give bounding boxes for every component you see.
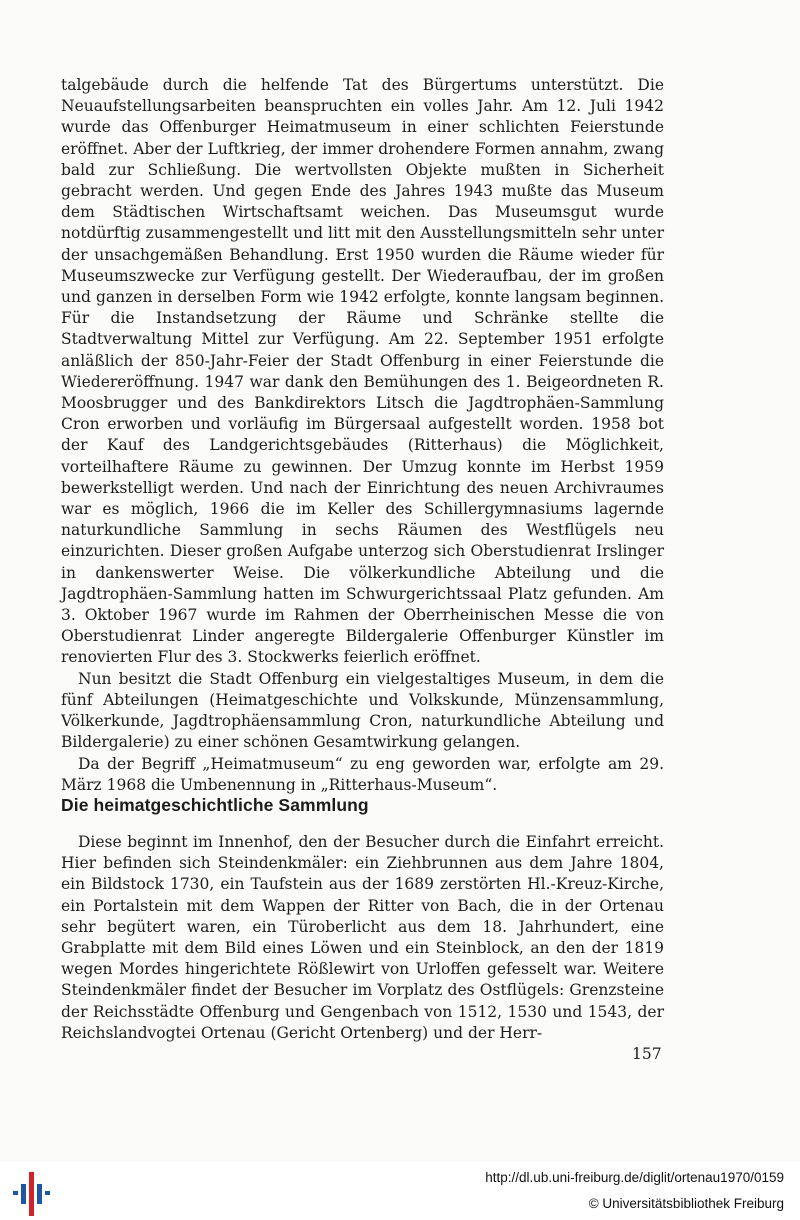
paragraph: talgebäude durch die helfende Tat des Bürgertums unterstützt. Die Neuaufstellungsarbeiten beanspruchten ein volles Jahr. Am 12. Juli 1942 wurde das Offenburger Heimatmuseum in einer schlichten Feierstunde eröffnet. Aber der Luftkrieg, der immer drohendere Formen annahm, zwang bald zur Schließung. Die wertvollsten Objekte mußten in Sicherheit gebracht werden. Und gegen Ende des Jahres 1943 mußte das Museum dem Städtischen Wirtschaftsamt weichen. Das Museumsgut wurde notdürftig zusammengestellt und litt mit den Ausstellungsmitteln sehr unter der unsachgemäßen Behandlung. Erst 1950 wurden die Räume wieder für Museumszwecke zur Verfügung gestellt. Der Wiederaufbau, der im großen und ganzen in derselben Form wie 1942 erfolgte, konnte langsam beginnen. Für die Instandsetzung der Räume und Schränke stellte die Stadtverwaltung Mittel zur Verfügung. Am 22. September 1951 erfolgte anläßlich der 850-Jahr-Feier der Stadt Offenburg in einer Feierstunde die Wiedereröffnung. 1947 war dank den Bemühungen des 1. Beigeordneten R. Moosbrugger und des Bankdirektors Litsch die Jagdtrophäen-Sammlung Cron erworben und vorläufig im Bürgersaal aufgestellt worden. 1958 bot der Kauf des Landgerichtsgebäudes (Ritterhaus) die Möglichkeit, vorteilhaftere Räume zu gewinnen. Der Umzug konnte im Herbst 1959 bewerkstelligt werden. Und nach der Einrichtung des neuen Archivraumes war es möglich, 1966 die im Keller des Schillergymnasiums lagernde naturkundliche Sammlung in sechs Räumen des Westflügels neu einzurichten. Dieser großen Aufgabe unterzog sich Oberstudienrat Irslinger in dankenswerter Weise. Die völkerkundliche Abteilung und die Jagdtrophäen-Sammlung hatten im Schwurgerichtssaal Platz gefunden. Am 3. Oktober 1967 wurde im Rahmen der Oberrheinischen Messe die von Oberstudienrat Linder angeregte Bildergalerie Offenburger Künstler im renovierten Flur des 3. Stockwerks feierlich eröffnet. <box>61 76 664 667</box>
paragraph: Diese beginnt im Innenhof, den der Besucher durch die Einfahrt erreicht. Hier befinden sich Steindenkmäler: ein Ziehbrunnen aus dem Jahre 1804, ein Bildstock 1730, ein Taufstein aus der 1689 zerstörten Hl.-Kreuz-Kirche, ein Portalstein mit dem Wappen der Ritter von Bach, die in der Ortenau sehr begütert waren, ein Türoberlicht aus dem 18. Jahrhundert, eine Grabplatte mit dem Bild eines Löwen und ein Steinblock, an den der 1819 wegen Mordes hingerichtete Rößlewirt von Urloffen gefesselt war. Weitere Steindenkmäler findet der Besucher im Vorplatz des Ostflügels: Grenzsteine der Reichsstädte Offenburg und Gengenbach von 1512, 1530 und 1543, der Reichslandvogtei Ortenau (Gericht Ortenberg) und der Herr- <box>61 833 664 1042</box>
paragraph: Nun besitzt die Stadt Offenburg ein vielgestaltiges Museum, in dem die fünf Abteilungen (Heimatgeschichte und Volkskunde, Münzensammlung, Völkerkunde, Jagdtrophäensammlung Cron, naturkundliche Abteilung und Bildergalerie) zu einer schönen Gesamtwirkung gelangen. <box>61 669 664 752</box>
body-text-top <box>61 75 664 796</box>
section-heading: Die heimatgeschichtliche Sammlung <box>61 795 369 815</box>
viewer-footer <box>0 1162 800 1220</box>
body-text-bottom <box>61 832 664 1044</box>
library-logo-icon <box>8 1172 52 1216</box>
source-link[interactable]: http://dl.ub.uni-freiburg.de/diglit/ortenau1970/0159 <box>485 1170 784 1185</box>
page-number: 157 <box>632 1045 662 1063</box>
paragraph: Da der Begriff „Heimatmuseum“ zu eng geworden war, erfolgte am 29. März 1968 die Umbenennung in „Ritterhaus-Museum“. <box>61 754 664 794</box>
copyright-notice: © Universitätsbibliothek Freiburg <box>588 1196 784 1211</box>
